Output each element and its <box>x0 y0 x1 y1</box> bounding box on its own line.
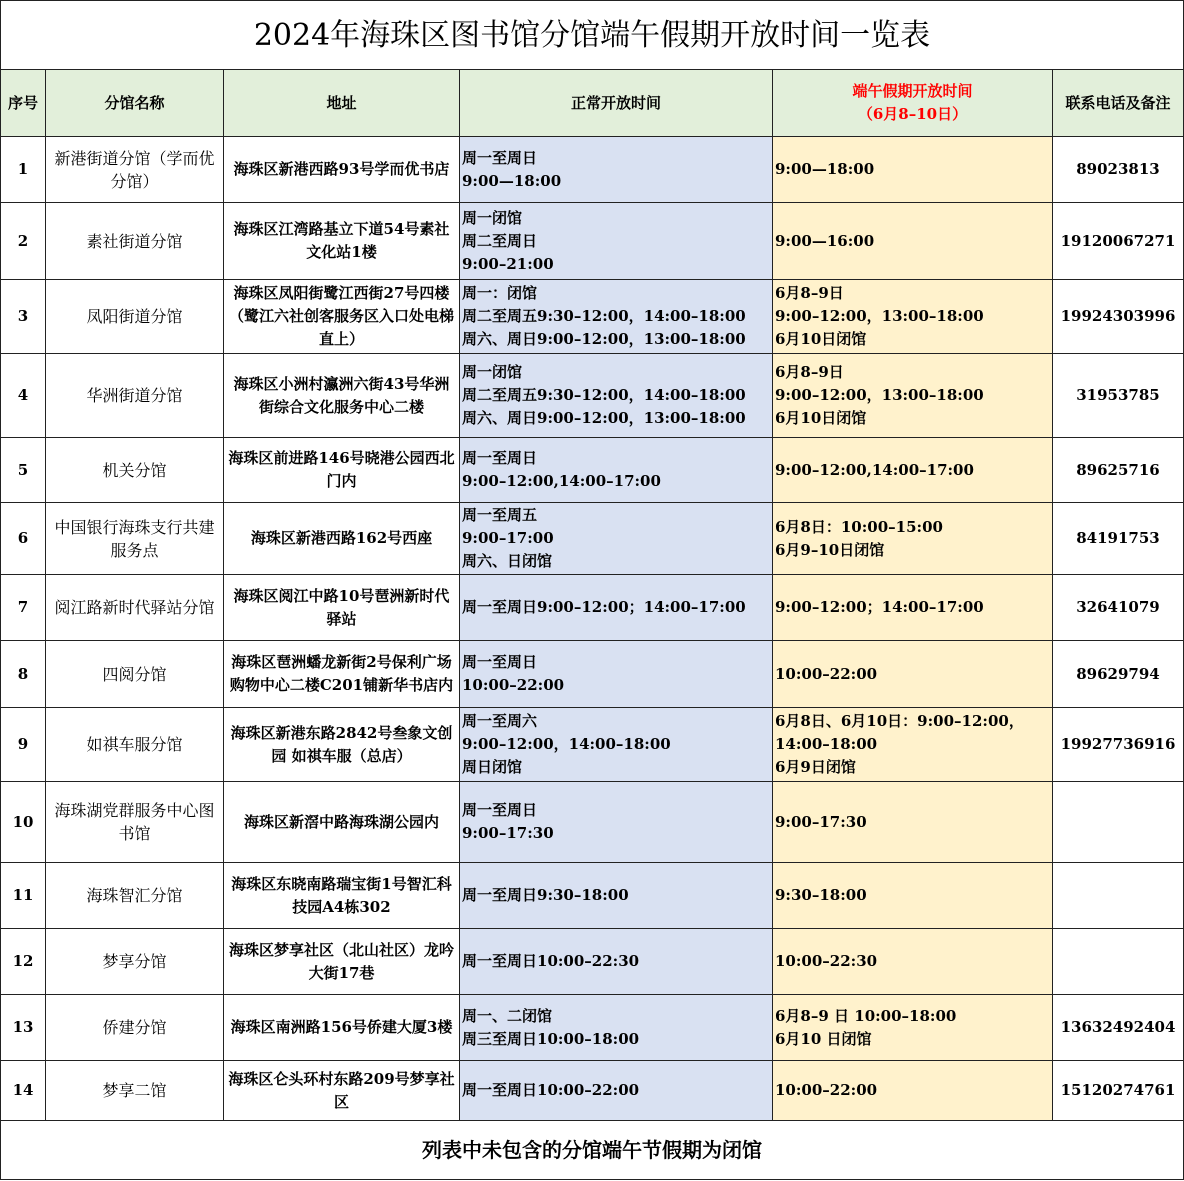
page-title: 2024年海珠区图书馆分馆端午假期开放时间一览表 <box>1 1 1184 70</box>
contact-phone: 15120274761 <box>1053 1061 1184 1121</box>
branch-address: 海珠区新港西路93号学而优书店 <box>224 137 460 203</box>
table-row <box>1 708 1184 782</box>
holiday-hours-line: 14:00–18:00 <box>775 735 878 753</box>
holiday-hours-line: 9:00–17:30 <box>775 812 867 831</box>
branch-address: 海珠区江湾路基立下道54号素社文化站1楼 <box>224 203 460 280</box>
holiday-hours <box>773 708 1053 782</box>
holiday-hours-line: 10:00–22:00 <box>775 1081 878 1099</box>
normal-hours-line: 10:00–22:00 <box>462 676 565 694</box>
branch-name: 凤阳街道分馆 <box>46 280 224 354</box>
holiday-hours-line: 9:00—18:00 <box>775 160 875 178</box>
row-number: 3 <box>1 280 46 354</box>
contact-phone: 13632492404 <box>1053 995 1184 1061</box>
branch-address: 海珠区前进路146号晓港公园西北门内 <box>224 438 460 503</box>
normal-hours-line: 9:00–21:00 <box>462 254 554 273</box>
normal-hours-line: 9:00–12:00，14:00–18:00 <box>462 735 671 753</box>
normal-hours-line: 周一闭馆 <box>462 363 523 381</box>
contact-phone <box>1053 782 1184 863</box>
normal-hours-line: 周一闭馆 <box>462 208 523 227</box>
normal-hours-line: 周二至周五9:30–12:00，14:00–18:00 <box>462 307 746 325</box>
row-number: 6 <box>1 503 46 575</box>
holiday-hours-line: 10:00–22:30 <box>775 952 878 970</box>
row-number: 5 <box>1 438 46 503</box>
table-row <box>1 354 1184 438</box>
normal-hours-line: 周一：闭馆 <box>462 284 538 302</box>
holiday-hours <box>773 503 1053 575</box>
branch-name: 华洲街道分馆 <box>46 354 224 438</box>
holiday-hours-line: 6月8–9 日 10:00–18:00 <box>775 1006 957 1025</box>
branch-name: 阅江路新时代驿站分馆 <box>46 575 224 641</box>
normal-hours-line: 周日闭馆 <box>462 758 523 776</box>
holiday-hours <box>773 1061 1053 1121</box>
table-row <box>1 503 1184 575</box>
contact-phone: 84191753 <box>1053 503 1184 575</box>
table-row <box>1 995 1184 1061</box>
row-number: 10 <box>1 782 46 863</box>
normal-hours-line: 周二至周日 <box>462 231 538 250</box>
table-row <box>1 438 1184 503</box>
holiday-hours-line: 9:00–12:00,14:00–17:00 <box>775 460 974 479</box>
normal-hours <box>460 782 773 863</box>
normal-hours-line: 周六、周日9:00–12:00，13:00–18:00 <box>462 409 746 427</box>
branch-name: 梦享分馆 <box>46 929 224 995</box>
normal-hours <box>460 863 773 929</box>
branch-address: 海珠区仑头环村东路209号梦享社区 <box>224 1061 460 1121</box>
holiday-hours <box>773 641 1053 708</box>
contact-phone: 89625716 <box>1053 438 1184 503</box>
holiday-hours-line: 6月9日闭馆 <box>775 758 856 776</box>
branch-name: 机关分馆 <box>46 438 224 503</box>
holiday-hours <box>773 203 1053 280</box>
normal-hours <box>460 575 773 641</box>
header-phone: 联系电话及备注 <box>1053 70 1184 137</box>
branch-address: 海珠区琶洲蟠龙新街2号保利广场购物中心二楼C201铺新华书店内 <box>224 641 460 708</box>
normal-hours-line: 周一至周日10:00–22:00 <box>462 1081 640 1099</box>
normal-hours-line: 周一至周日10:00–22:30 <box>462 952 640 970</box>
normal-hours-line: 周一至周日9:00–12:00；14:00–17:00 <box>462 598 746 616</box>
holiday-hours <box>773 782 1053 863</box>
branch-name: 梦享二馆 <box>46 1061 224 1121</box>
branch-address: 海珠区凤阳街鹭江西街27号四楼（鹭江六社创客服务区入口处电梯直上） <box>224 280 460 354</box>
table-row <box>1 1061 1184 1121</box>
normal-hours-line: 周一至周日9:30–18:00 <box>462 886 629 904</box>
holiday-hours <box>773 354 1053 438</box>
row-number: 14 <box>1 1061 46 1121</box>
normal-hours-line: 周一至周五 <box>462 506 538 524</box>
holiday-hours-line: 10:00–22:00 <box>775 664 878 683</box>
normal-hours-line: 周一至周六 <box>462 712 538 730</box>
table-row <box>1 929 1184 995</box>
branch-address: 海珠区新港东路2842号叁象文创园 如祺车服（总店） <box>224 708 460 782</box>
header-normal-hours: 正常开放时间 <box>460 70 773 137</box>
header-address: 地址 <box>224 70 460 137</box>
normal-hours-line: 周三至周日10:00–18:00 <box>462 1029 640 1048</box>
contact-phone: 19924303996 <box>1053 280 1184 354</box>
branch-address: 海珠区阅江中路10号琶洲新时代驿站 <box>224 575 460 641</box>
branch-name: 新港街道分馆（学而优分馆） <box>46 137 224 203</box>
normal-hours <box>460 641 773 708</box>
normal-hours-line: 周六、周日9:00–12:00，13:00–18:00 <box>462 330 746 348</box>
contact-phone: 32641079 <box>1053 575 1184 641</box>
table-row <box>1 782 1184 863</box>
branch-address: 海珠区南洲路156号侨建大厦3楼 <box>224 995 460 1061</box>
footer-note: 列表中未包含的分馆端午节假期为闭馆 <box>1 1121 1184 1180</box>
holiday-hours-line: 9:00–12:00，13:00–18:00 <box>775 386 984 404</box>
normal-hours-line: 9:00–17:00 <box>462 529 554 547</box>
branch-address: 海珠区新港西路162号西座 <box>224 503 460 575</box>
holiday-hours-line: 6月8日、6月10日：9:00–12:00， <box>775 712 1024 730</box>
holiday-hours <box>773 280 1053 354</box>
header-holiday-dates: （6月8–10日） <box>857 105 968 123</box>
branch-name: 如祺车服分馆 <box>46 708 224 782</box>
header-holiday-hours <box>773 70 1053 137</box>
holiday-hours <box>773 575 1053 641</box>
contact-phone: 19927736916 <box>1053 708 1184 782</box>
row-number: 8 <box>1 641 46 708</box>
holiday-hours <box>773 929 1053 995</box>
normal-hours-line: 9:00—18:00 <box>462 171 562 190</box>
normal-hours <box>460 438 773 503</box>
row-number: 9 <box>1 708 46 782</box>
normal-hours-line: 周一至周日 <box>462 653 538 671</box>
branch-address: 海珠区小洲村瀛洲六街43号华洲街综合文化服务中心二楼 <box>224 354 460 438</box>
header-holiday-title: 端午假期开放时间 <box>852 82 973 100</box>
branch-name: 四阅分馆 <box>46 641 224 708</box>
normal-hours <box>460 995 773 1061</box>
holiday-hours <box>773 137 1053 203</box>
branch-name: 海珠湖党群服务中心图书馆 <box>46 782 224 863</box>
holiday-hours-line: 9:00—16:00 <box>775 231 875 250</box>
holiday-hours-line: 6月8–9日 <box>775 284 844 302</box>
table-body <box>1 137 1184 1121</box>
holiday-hours-line: 9:30–18:00 <box>775 886 867 904</box>
normal-hours-line: 周一至周日 <box>462 449 538 467</box>
contact-phone: 89629794 <box>1053 641 1184 708</box>
contact-phone: 19120067271 <box>1053 203 1184 280</box>
holiday-hours-line: 9:00–12:00，13:00–18:00 <box>775 307 984 325</box>
row-number: 13 <box>1 995 46 1061</box>
row-number: 4 <box>1 354 46 438</box>
branch-address: 海珠区梦享社区（北山社区）龙吟大街17巷 <box>224 929 460 995</box>
normal-hours <box>460 354 773 438</box>
normal-hours <box>460 708 773 782</box>
normal-hours-line: 周一至周日 <box>462 801 538 819</box>
normal-hours <box>460 1061 773 1121</box>
holiday-hours-line: 9:00–12:00；14:00–17:00 <box>775 598 984 616</box>
header-row <box>1 70 1184 137</box>
normal-hours <box>460 503 773 575</box>
holiday-hours-line: 6月8–9日 <box>775 363 844 381</box>
holiday-hours <box>773 438 1053 503</box>
row-number: 7 <box>1 575 46 641</box>
contact-phone: 89023813 <box>1053 137 1184 203</box>
normal-hours-line: 9:00–12:00,14:00–17:00 <box>462 472 661 490</box>
normal-hours-line: 周一至周日 <box>462 148 538 167</box>
normal-hours-line: 周二至周五9:30–12:00，14:00–18:00 <box>462 386 746 404</box>
row-number: 2 <box>1 203 46 280</box>
header-name: 分馆名称 <box>46 70 224 137</box>
normal-hours <box>460 280 773 354</box>
branch-name: 素社街道分馆 <box>46 203 224 280</box>
branch-address: 海珠区新滘中路海珠湖公园内 <box>224 782 460 863</box>
holiday-hours <box>773 995 1053 1061</box>
contact-phone: 31953785 <box>1053 354 1184 438</box>
branch-address: 海珠区东晓南路瑞宝街1号智汇科技园A4栋302 <box>224 863 460 929</box>
branch-name: 侨建分馆 <box>46 995 224 1061</box>
branch-name: 海珠智汇分馆 <box>46 863 224 929</box>
holiday-hours-line: 6月8日：10:00–15:00 <box>775 517 943 536</box>
normal-hours-line: 周六、日闭馆 <box>462 552 553 570</box>
holiday-hours-line: 6月10日闭馆 <box>775 330 867 348</box>
normal-hours <box>460 203 773 280</box>
holiday-hours-line: 6月10 日闭馆 <box>775 1029 872 1048</box>
holiday-hours <box>773 863 1053 929</box>
contact-phone <box>1053 863 1184 929</box>
row-number: 1 <box>1 137 46 203</box>
table-row <box>1 280 1184 354</box>
table-row <box>1 137 1184 203</box>
table-row <box>1 575 1184 641</box>
branch-name: 中国银行海珠支行共建服务点 <box>46 503 224 575</box>
holiday-hours-line: 6月9–10日闭馆 <box>775 540 885 559</box>
contact-phone <box>1053 929 1184 995</box>
row-number: 12 <box>1 929 46 995</box>
row-number: 11 <box>1 863 46 929</box>
table-row <box>1 641 1184 708</box>
table-row <box>1 203 1184 280</box>
normal-hours <box>460 137 773 203</box>
header-no: 序号 <box>1 70 46 137</box>
holiday-hours-line: 6月10日闭馆 <box>775 409 867 427</box>
normal-hours-line: 周一、二闭馆 <box>462 1006 553 1025</box>
normal-hours <box>460 929 773 995</box>
table-row <box>1 863 1184 929</box>
normal-hours-line: 9:00–17:30 <box>462 824 554 842</box>
